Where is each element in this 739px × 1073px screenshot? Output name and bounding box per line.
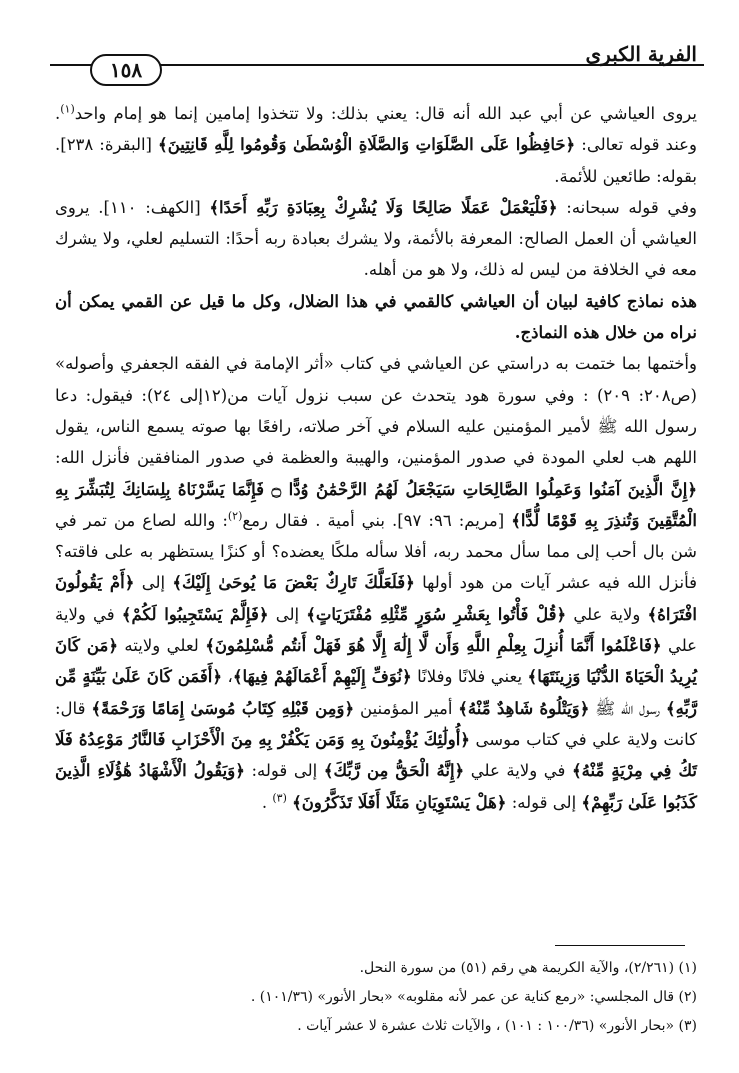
quran-verse: ﴿مَن كَانَ يُرِيدُ الْحَيَاةَ الدُّنْيَا وَزِينَتَهَا﴾ [55, 636, 697, 687]
text-run: إلى قوله: [244, 761, 324, 781]
quran-verse: ﴿نُوَفِّ إِلَيْهِمْ أَعْمَالَهُمْ فِيهَا﴾ [232, 667, 412, 687]
quran-verse: ﴿فَإِلَّمْ يَسْتَجِيبُوا لَكُمْ﴾ [121, 604, 269, 624]
footnote-2: (٢) قال المجلسي: «رمع كناية عن عمر لأنه مقلوبه» «بحار الأنور» (١٠١/٣٦) . [250, 989, 697, 1005]
quran-verse: ﴿وَمِن قَبْلِهِ كِتَابُ مُوسَىٰ إِمَامًا وَرَحْمَةً﴾ [91, 698, 355, 718]
quran-verse: ﴿هَلْ يَسْتَوِيَانِ مَثَلًا أَفَلَا تَذَكَّرُونَ﴾ [292, 792, 507, 812]
paragraph [55, 348, 697, 817]
page-number: ١٥٨ [90, 54, 162, 86]
text-run: ولاية علي [566, 604, 648, 624]
text-run: قال: كانت ولاية علي في كتاب موسى [55, 698, 698, 749]
paragraph [55, 192, 697, 286]
quran-verse: ﴿فَاعْلَمُوا أَنَّمَا أُنزِلَ بِعِلْمِ اللَّهِ وَأَن لَّا إِلَٰهَ إِلَّا هُوَ فَهَلْ أَنتُم مُّسْلِمُونَ﴾ [205, 636, 662, 656]
paragraph [55, 286, 697, 349]
text-run: [مريم: ٩٦: ٩٧]. بني أمية . فقال رمع [242, 510, 512, 530]
quran-verse: ﴿فَلَعَلَّكَ تَارِكٌ بَعْضَ مَا يُوحَىٰ إِلَيْكَ﴾ [172, 573, 415, 593]
text-run: أمير المؤمنين [354, 698, 459, 718]
text-run: وأختمها بما ختمت به دراستي عن العياشي في كتاب «أثر الإمامة في الفقه الجعفري وأصوله» (ص٢٠٨: ٢٠٩) : وفي سورة هود يتحدث عن سبب نزول آيات من(١٢إلى ٢٤): فيقول: دعا رسول الله ﷺ لأمير المؤمنين عليه السلام في آخر صلاته، رافعًا بها صوته يسمع الناس، يقول اللهم هب لعلي المودة في صدور المؤمنين، والهيبة والعظمة في صدور المنافقين فأنزل الله: [55, 354, 697, 468]
footnote-ref: (١) [60, 102, 75, 116]
footnote-3: (٣) «بحار الأنور» (١٠٠/٣٦ : ١٠١) ، والآيات ثلاث عشرة لا عشر آيات . [297, 1018, 697, 1034]
quran-verse: ﴿وَيَتْلُوهُ شَاهِدٌ مِّنْهُ﴾ [458, 698, 590, 718]
footnote-separator [555, 945, 685, 946]
quran-verse: ﴿وَيَقُولُ الْأَشْهَادُ هَٰؤُلَاءِ الَّذِينَ كَذَبُوا عَلَىٰ رَبِّهِمْ﴾ [55, 761, 697, 812]
paragraph [55, 98, 697, 192]
text-run: إلى قوله: [506, 792, 582, 812]
text-run: لعلي ولايته [118, 636, 206, 656]
footnote-1: (١) (٢/٢٦١)، والآية الكريمة هي رقم (٥١) من سورة النحل. [359, 960, 697, 976]
text-run: وفي قوله سبحانه: [557, 197, 697, 217]
footnote-ref: (٢) [227, 509, 243, 523]
text-run: يروى العياشي عن أبي عبد الله أنه قال: يعني بذلك: ولا تتخذوا إمامين إنما هو إمام واحد [74, 104, 697, 123]
text-run: : والله لصاع من تمر في شن بال أحب إلى مما سأل محمد ربه، أفلا سأله ملكًا يعضده؟ أو كنزًا يستظهر به على فاقته؟ فأنزل الله فيه عشر آيات من هود أولها [55, 510, 698, 593]
text-run: هذه نماذج كافية لبيان أن العياشي كالقمي في هذا الضلال، وكل ما قيل عن القمي يمكن أن نراه من خلال هذه النماذج. [55, 291, 697, 343]
quran-verse: ﴿فَلْيَعْمَلْ عَمَلًا صَالِحًا وَلَا يُشْرِكْ بِعِبَادَةِ رَبِّهِ أَحَدًا﴾ [209, 197, 558, 217]
text-run: في ولاية علي [55, 604, 698, 656]
text-run: ، [222, 667, 233, 687]
text-run: [البقرة: ٢٣٨]. بقوله: طائعين للأئمة. [55, 135, 697, 186]
running-title: الفرية الكبرى [585, 42, 697, 66]
quran-verse: ﴿قُلْ فَأْتُوا بِعَشْرِ سُوَرٍ مِّثْلِهِ مُفْتَرَيَاتٍ﴾ [306, 604, 567, 624]
text-run: [الكهف: ١١٠]. يروى العياشي أن العمل الصالح: المعرفة بالأئمة، ولا يشرك بعبادة ربه أحدًا: التسليم لعلي، ولا يشرك معه في الخلافة من ليس له ذلك، ولا هو من أهله. [55, 197, 697, 280]
text-run: في ولاية علي [464, 761, 572, 781]
quran-verse: ﴿إِنَّهُ الْحَقُّ مِن رَّبِّكَ﴾ [323, 761, 465, 781]
quran-verse: ﴿أُولَٰئِكَ يُؤْمِنُونَ بِهِ وَمَن يَكْفُرْ بِهِ مِنَ الْأَحْزَابِ فَالنَّارُ مَوْعِدُهُ فَلَا تَكُ فِي مِرْيَةٍ مِّنْهُ﴾ [55, 729, 697, 781]
quran-verse: ﴿أَفَمَن كَانَ عَلَىٰ بَيِّنَةٍ مِّن رَّبِّهِ﴾ [55, 667, 697, 718]
footnotes [55, 954, 697, 1041]
quran-verse: ﴿أَمْ يَقُولُونَ افْتَرَاهُ﴾ [55, 573, 697, 624]
quran-verse: ﴿إِنَّ الَّذِينَ آمَنُوا وَعَمِلُوا الصَّالِحَاتِ سَيَجْعَلُ لَهُمُ الرَّحْمَٰنُ وُدًّا ۝ فَإِنَّمَا يَسَّرْنَاهُ بِلِسَانِكَ لِتُبَشِّرَ بِهِ الْمُتَّقِينَ وَتُنذِرَ بِهِ قَوْمًا لُّدًّا﴾ [55, 479, 697, 530]
text-run: . وعند قوله تعالى: [55, 104, 697, 155]
text-run: إلى [134, 573, 173, 593]
text-run: يعني فلانًا وفلانًا [411, 667, 528, 687]
footnote-ref: (٣) [272, 791, 287, 805]
quran-verse: ﴿حَافِظُوا عَلَى الصَّلَوَاتِ وَالصَّلَاةِ الْوُسْطَىٰ وَقُومُوا لِلَّهِ قَانِتِينَ﴾ [158, 135, 576, 155]
main-text [55, 98, 697, 818]
text-run: . [261, 792, 273, 812]
text-run: إلى [268, 604, 307, 624]
text-run: رسول الله ﷺ [589, 698, 666, 718]
